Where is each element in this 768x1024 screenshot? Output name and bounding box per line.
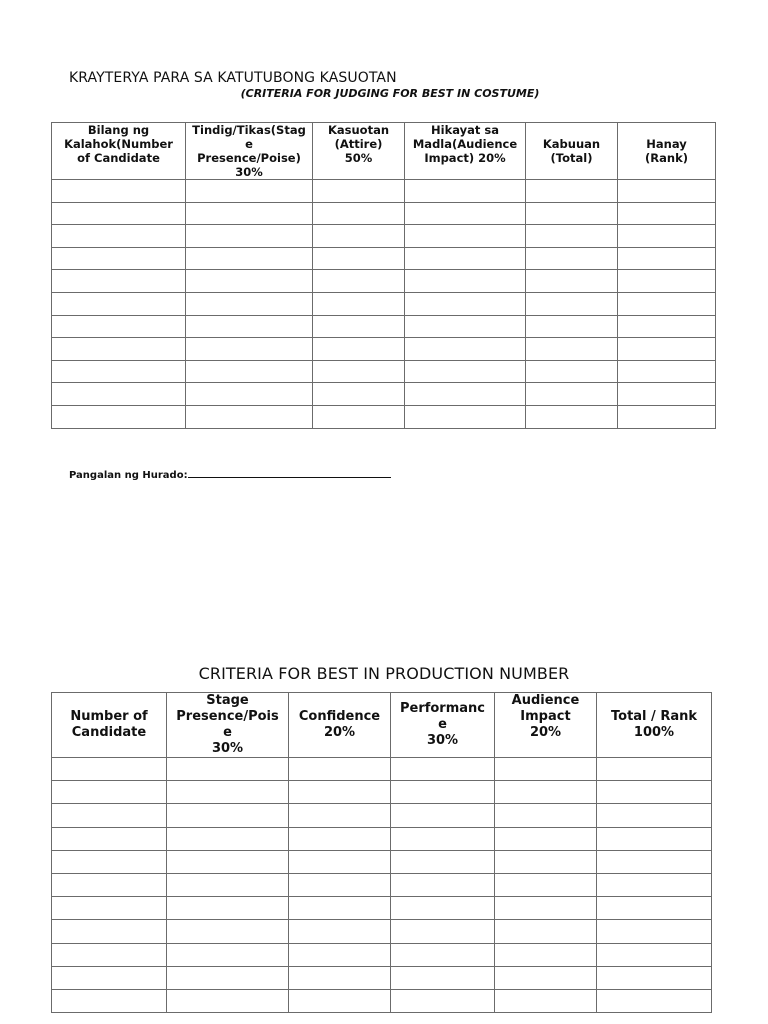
score-cell[interactable] — [526, 338, 618, 361]
score-cell[interactable] — [495, 989, 597, 1012]
score-cell[interactable] — [167, 804, 289, 827]
header-line: Impact) 20% — [424, 151, 506, 165]
score-cell[interactable] — [526, 225, 618, 248]
header-line: Audience — [511, 693, 580, 708]
score-cell[interactable] — [313, 202, 405, 225]
score-cell[interactable] — [597, 897, 712, 920]
header-line: Number of — [70, 709, 148, 724]
score-cell[interactable] — [495, 758, 597, 781]
header-line: Stage — [206, 693, 249, 708]
score-cell[interactable] — [597, 781, 712, 804]
score-cell[interactable] — [52, 943, 167, 966]
score-cell[interactable] — [186, 247, 313, 270]
score-cell[interactable] — [405, 315, 526, 338]
score-cell[interactable] — [313, 180, 405, 203]
header-line: (Total) — [550, 151, 593, 165]
table-row — [52, 804, 712, 827]
header-stage-presence — [186, 123, 313, 180]
score-cell[interactable] — [313, 292, 405, 315]
score-cell[interactable] — [391, 897, 495, 920]
header-line: Presence/Poise) — [197, 151, 301, 165]
score-cell[interactable] — [405, 360, 526, 383]
header-audience-impact — [405, 123, 526, 180]
score-cell[interactable] — [52, 315, 186, 338]
judge-name-label: Pangalan ng Hurado: — [69, 470, 188, 481]
score-cell[interactable] — [618, 383, 716, 406]
score-cell[interactable] — [618, 405, 716, 428]
table-row — [52, 827, 712, 850]
header-total-rank — [597, 693, 712, 758]
score-cell[interactable] — [526, 360, 618, 383]
score-cell[interactable] — [289, 897, 391, 920]
section1-title: KRAYTERYA PARA SA KATUTUBONG KASUOTAN — [69, 70, 397, 86]
table-row — [52, 897, 712, 920]
score-cell[interactable] — [186, 405, 313, 428]
table-row — [52, 315, 716, 338]
table-row — [52, 966, 712, 989]
score-cell[interactable] — [52, 383, 186, 406]
table-row — [52, 383, 716, 406]
score-cell[interactable] — [597, 827, 712, 850]
header-line: Bilang ng — [87, 123, 150, 137]
score-cell[interactable] — [391, 804, 495, 827]
header-candidate-number — [52, 693, 167, 758]
table-row — [52, 247, 716, 270]
header-line: Kabuuan — [542, 137, 601, 151]
score-cell[interactable] — [391, 827, 495, 850]
table-row — [52, 360, 716, 383]
costume-criteria-table — [51, 122, 716, 429]
score-cell[interactable] — [186, 270, 313, 293]
score-cell[interactable] — [52, 405, 186, 428]
header-line: Tindig/Tikas(Stag — [192, 123, 306, 137]
score-cell[interactable] — [495, 966, 597, 989]
score-cell[interactable] — [186, 338, 313, 361]
score-cell[interactable] — [618, 270, 716, 293]
score-cell[interactable] — [289, 966, 391, 989]
score-cell[interactable] — [597, 920, 712, 943]
score-cell[interactable] — [186, 315, 313, 338]
score-cell[interactable] — [405, 338, 526, 361]
score-cell[interactable] — [405, 383, 526, 406]
header-line: e — [245, 137, 253, 151]
table-row — [52, 202, 716, 225]
header-audience-impact — [495, 693, 597, 758]
table-row — [52, 943, 712, 966]
header-line: Hanay — [646, 137, 687, 151]
score-cell[interactable] — [167, 827, 289, 850]
score-cell[interactable] — [52, 270, 186, 293]
score-cell[interactable] — [526, 270, 618, 293]
score-cell[interactable] — [167, 943, 289, 966]
score-cell[interactable] — [52, 180, 186, 203]
header-line: 50% — [344, 151, 373, 165]
score-cell[interactable] — [313, 315, 405, 338]
score-cell[interactable] — [405, 202, 526, 225]
score-cell[interactable] — [186, 180, 313, 203]
score-cell[interactable] — [289, 920, 391, 943]
score-cell[interactable] — [618, 180, 716, 203]
score-cell[interactable] — [495, 827, 597, 850]
table-header-row — [52, 693, 712, 758]
table-row — [52, 873, 712, 896]
header-line: e — [438, 717, 447, 732]
score-cell[interactable] — [167, 920, 289, 943]
score-cell[interactable] — [405, 292, 526, 315]
score-cell[interactable] — [391, 781, 495, 804]
header-line: Madla(Audience — [412, 137, 518, 151]
judge-name-field — [69, 467, 391, 481]
score-cell[interactable] — [186, 383, 313, 406]
header-line: Impact — [520, 709, 571, 724]
score-cell[interactable] — [597, 850, 712, 873]
score-cell[interactable] — [52, 781, 167, 804]
score-cell[interactable] — [495, 873, 597, 896]
score-cell[interactable] — [618, 247, 716, 270]
score-cell[interactable] — [289, 781, 391, 804]
score-cell[interactable] — [52, 920, 167, 943]
score-cell[interactable] — [52, 897, 167, 920]
score-cell[interactable] — [526, 405, 618, 428]
score-cell[interactable] — [391, 920, 495, 943]
table-row — [52, 225, 716, 248]
costume-table-body — [52, 180, 716, 429]
score-cell[interactable] — [313, 360, 405, 383]
score-cell[interactable] — [597, 989, 712, 1012]
header-line: Performanc — [399, 701, 486, 716]
section2-title: CRITERIA FOR BEST IN PRODUCTION NUMBER — [198, 664, 570, 683]
score-cell[interactable] — [52, 989, 167, 1012]
score-cell[interactable] — [405, 405, 526, 428]
score-cell[interactable] — [495, 920, 597, 943]
score-cell[interactable] — [495, 943, 597, 966]
score-cell[interactable] — [405, 270, 526, 293]
score-cell[interactable] — [52, 292, 186, 315]
table-row — [52, 989, 712, 1012]
score-cell[interactable] — [52, 202, 186, 225]
score-cell[interactable] — [391, 989, 495, 1012]
score-cell[interactable] — [167, 873, 289, 896]
score-cell[interactable] — [52, 360, 186, 383]
score-cell[interactable] — [618, 225, 716, 248]
table-row — [52, 180, 716, 203]
score-cell[interactable] — [526, 180, 618, 203]
table-row — [52, 758, 712, 781]
header-line: Total / Rank — [611, 709, 697, 724]
header-candidate-number — [52, 123, 186, 180]
header-line: Hikayat sa — [431, 123, 499, 137]
score-cell[interactable] — [52, 873, 167, 896]
header-line: Kasuotan — [327, 123, 390, 137]
score-cell[interactable] — [495, 850, 597, 873]
score-cell[interactable] — [52, 804, 167, 827]
header-line: 30% — [426, 733, 459, 748]
score-cell[interactable] — [167, 781, 289, 804]
score-cell[interactable] — [52, 247, 186, 270]
score-cell[interactable] — [526, 383, 618, 406]
score-cell[interactable] — [167, 966, 289, 989]
header-line: Confidence — [298, 709, 381, 724]
score-cell[interactable] — [391, 943, 495, 966]
score-cell[interactable] — [597, 966, 712, 989]
score-cell[interactable] — [597, 804, 712, 827]
score-cell[interactable] — [597, 758, 712, 781]
header-line: (Rank) — [645, 151, 688, 165]
score-cell[interactable] — [391, 966, 495, 989]
score-cell[interactable] — [391, 873, 495, 896]
score-cell[interactable] — [167, 897, 289, 920]
score-cell[interactable] — [52, 758, 167, 781]
score-cell[interactable] — [52, 850, 167, 873]
score-cell[interactable] — [289, 804, 391, 827]
score-cell[interactable] — [526, 292, 618, 315]
score-cell[interactable] — [526, 202, 618, 225]
table-row — [52, 405, 716, 428]
score-cell[interactable] — [289, 943, 391, 966]
score-cell[interactable] — [313, 225, 405, 248]
header-line: 30% — [211, 741, 244, 756]
score-cell[interactable] — [52, 966, 167, 989]
header-line: Kalahok(Number — [64, 137, 173, 151]
header-rank — [618, 123, 716, 180]
header-line: Presence/Pois — [176, 709, 279, 724]
judge-name-blank[interactable] — [188, 467, 391, 478]
score-cell[interactable] — [289, 850, 391, 873]
score-cell[interactable] — [495, 781, 597, 804]
score-cell[interactable] — [186, 292, 313, 315]
header-performance — [391, 693, 495, 758]
table-row — [52, 338, 716, 361]
header-line: Candidate — [71, 725, 147, 740]
score-cell[interactable] — [526, 247, 618, 270]
score-cell[interactable] — [618, 315, 716, 338]
header-line: e — [223, 725, 232, 740]
table-row — [52, 781, 712, 804]
score-cell[interactable] — [313, 383, 405, 406]
score-cell[interactable] — [526, 315, 618, 338]
table-row — [52, 850, 712, 873]
score-cell[interactable] — [618, 338, 716, 361]
score-cell[interactable] — [186, 202, 313, 225]
score-cell[interactable] — [597, 943, 712, 966]
score-cell[interactable] — [391, 850, 495, 873]
score-cell[interactable] — [52, 225, 186, 248]
score-cell[interactable] — [313, 338, 405, 361]
production-number-criteria-table — [51, 692, 712, 1013]
score-cell[interactable] — [391, 758, 495, 781]
header-line: 20% — [323, 725, 356, 740]
section1-subtitle: (CRITERIA FOR JUDGING FOR BEST IN COSTUME) — [240, 87, 540, 100]
score-cell[interactable] — [597, 873, 712, 896]
score-cell[interactable] — [313, 270, 405, 293]
score-cell[interactable] — [289, 758, 391, 781]
header-confidence — [289, 693, 391, 758]
score-cell[interactable] — [186, 225, 313, 248]
score-cell[interactable] — [495, 804, 597, 827]
score-cell[interactable] — [167, 989, 289, 1012]
score-cell[interactable] — [495, 897, 597, 920]
score-cell[interactable] — [618, 202, 716, 225]
score-cell[interactable] — [289, 873, 391, 896]
table-row — [52, 920, 712, 943]
score-cell[interactable] — [405, 180, 526, 203]
score-cell[interactable] — [405, 247, 526, 270]
header-line: 20% — [529, 725, 562, 740]
header-stage-presence — [167, 693, 289, 758]
score-cell[interactable] — [289, 827, 391, 850]
table-header-row — [52, 123, 716, 180]
score-cell[interactable] — [167, 758, 289, 781]
score-cell[interactable] — [167, 850, 289, 873]
header-line: (Attire) — [334, 137, 383, 151]
score-cell[interactable] — [186, 360, 313, 383]
score-cell[interactable] — [618, 292, 716, 315]
score-cell[interactable] — [313, 247, 405, 270]
header-line: 100% — [633, 725, 675, 740]
table-row — [52, 292, 716, 315]
header-line: 30% — [235, 165, 263, 179]
production-table-body — [52, 758, 712, 1013]
score-cell[interactable] — [313, 405, 405, 428]
score-cell[interactable] — [405, 225, 526, 248]
header-attire — [313, 123, 405, 180]
score-cell[interactable] — [618, 360, 716, 383]
score-cell[interactable] — [52, 338, 186, 361]
score-cell[interactable] — [289, 989, 391, 1012]
table-row — [52, 270, 716, 293]
score-cell[interactable] — [52, 827, 167, 850]
header-total — [526, 123, 618, 180]
header-line: of Candidate — [77, 151, 160, 165]
